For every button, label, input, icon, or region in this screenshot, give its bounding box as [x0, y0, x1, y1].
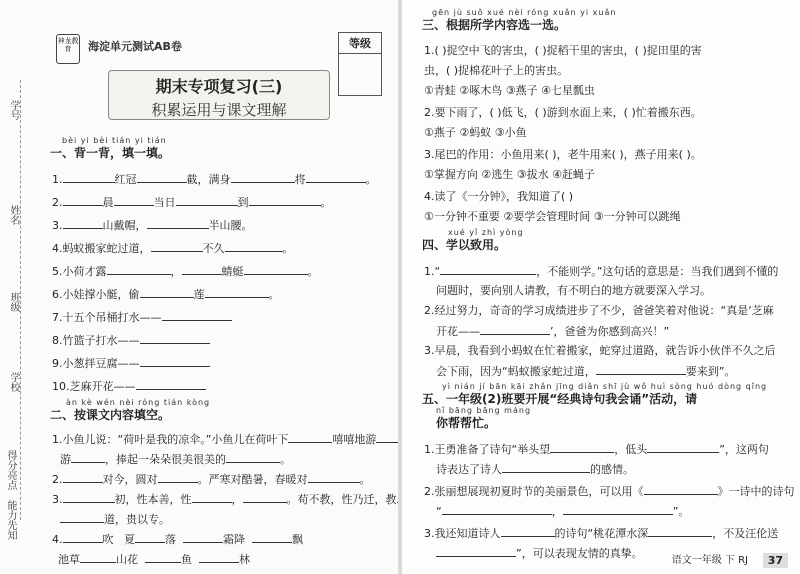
sec5-pinyin-2: nǐ bāng bāng máng — [436, 406, 532, 415]
page-number: 37 — [763, 553, 788, 568]
apply-2-cont: 开花—— ’，爸爸为你感到高兴！” — [436, 325, 670, 338]
choice-1-options: ①青蛙 ②啄木鸟 ③燕子 ④七星瓢虫 — [424, 84, 595, 97]
question-4: 4.蚂蚁搬家蛇过道， 不久 。 — [52, 242, 294, 255]
poem-1: 1.王勇准备了诗句“举头望 ，低头 ”，这两句 — [424, 443, 769, 456]
poem-2: 2.张丽想展现初夏时节的美丽景色，可以用《 》一诗中的诗句 — [424, 485, 795, 498]
sec2-title: 二、按课文内容填空。 — [50, 408, 171, 422]
sec4-title: 四、学以致用。 — [422, 238, 507, 252]
sec2-pinyin: àn kè wén nèi róng tián kòng — [66, 398, 211, 407]
choice-1-cont: 虫，( )捉棉花叶子上的害虫。 — [424, 64, 569, 77]
fill-4: 4. 吹 夏 落 霜降 飘 — [52, 533, 303, 546]
label-name: 姓名 — [8, 205, 19, 225]
sec1-pinyin: bèi yi bèi tián yi tián — [62, 136, 167, 145]
question-1: 1. 红冠 截，满身 将 。 — [52, 173, 377, 186]
question-6: 6.小娃撑小艇，偷 莲 。 — [52, 288, 280, 301]
choice-3: 3.尾巴的作用：小鱼用来( )，老牛用来( )，燕子用来( )。 — [424, 148, 702, 161]
title-banner — [108, 70, 330, 120]
binding-strip — [0, 0, 40, 574]
question-7: 7.十五个吊桶打水—— — [52, 310, 232, 325]
label-student-id: 学号 — [8, 100, 19, 120]
apply-3: 3.早晨，我看到小蚂蚁在忙着搬家，蛇穿过道路，就告诉小伙伴不久之后 — [424, 344, 776, 357]
right-page — [402, 0, 800, 574]
sec4-pinyin: xué yǐ zhì yòng — [448, 228, 524, 237]
sec3-pinyin: gēn jù suǒ xué nèi róng xuǎn yi xuǎn — [432, 8, 617, 17]
choice-3-options: ①掌握方向 ②逃生 ③拔水 ④赶蝇子 — [424, 168, 595, 181]
question-8: 8.竹篮子打水—— — [52, 333, 210, 348]
fill-3-cont: 道，贵以专。 — [60, 512, 170, 527]
apply-3-cont: 会下雨，因为“蚂蚁搬家蛇过道， 要来到”。 — [436, 365, 736, 378]
page-title: 期末专项复习(三) — [155, 77, 283, 96]
sec5-title: 五、一年级(2)班要开展“经典诗句我会诵”活动，请 — [422, 392, 698, 406]
fill-3: 3. 初，性本善，性 ， 。苟不教，性乃迁，教 — [52, 492, 427, 507]
left-page — [0, 0, 398, 574]
sec5-pinyin: yì nián jí bān kāi zhǎn jīng diǎn shī jù wǒ huì sòng huó dòng qǐng — [442, 382, 768, 391]
sec1-title: 一、背一背，填一填。 — [50, 146, 171, 160]
sec3-title: 三、根据所学内容选一选。 — [422, 18, 567, 32]
apply-2: 2.经过努力，奇奇的学习成绩进步了不少，爸爸笑着对他说：“真是‘芝麻 — [424, 304, 774, 317]
poem-2-cont: “ ， ”。 — [436, 505, 690, 518]
header — [48, 28, 388, 120]
choice-4: 4.读了《一分钟》，我知道了( ) — [424, 190, 574, 203]
choice-1: 1.( )捉空中飞的害虫，( )捉稻干里的害虫，( )捉田里的害 — [424, 44, 702, 57]
grade-box — [338, 32, 382, 96]
fill-2: 2. 对今，圆对 。严寒对酷暑，春暖对 。 — [52, 473, 371, 486]
fill-1-cont: 游 ，捧起一朵朵很美很美的 。 — [60, 453, 291, 466]
poem-1-cont: 诗表达了诗人 的感情。 — [436, 463, 634, 476]
apply-1: 1.“ ，不能则学。”这句话的意思是：当我们遇到不懂的 — [424, 265, 779, 278]
poem-3-cont: ”，可以表现友情的真挚。 — [436, 546, 643, 561]
question-3: 3. 山戴帽， 半山腰。 — [52, 219, 253, 232]
apply-1-cont: 问题时，要向别人请教，有不明白的地方就要深入学习。 — [436, 284, 711, 297]
question-5: 5.小荷才露 ， 蜻蜓 。 — [52, 265, 319, 278]
footer-course: 语文一年级 下 RJ — [671, 555, 748, 566]
fill-1: 1.小鱼儿说：“荷叶是我的凉伞。”小鱼儿在荷叶下 嘻嘻地游 — [52, 432, 408, 447]
slogan-1: 得分亮点 — [5, 450, 16, 490]
series-title: 海淀单元测试AB卷 — [88, 40, 182, 53]
choice-2: 2.要下雨了，( )低飞，( )游到水面上来，( )忙着搬东西。 — [424, 106, 702, 119]
slogan-2: 能力先知 — [5, 500, 16, 540]
choice-4-options: ①一分钟不重要 ②要学会管理时间 ③一分钟可以跳绳 — [424, 210, 681, 223]
question-10: 10.芝麻开花—— — [52, 379, 206, 394]
publisher-logo: 神龙教育 — [56, 34, 80, 64]
grade-label: 等级 — [339, 33, 381, 54]
fill-4-cont: 池草 山花 鱼 林 — [58, 553, 250, 566]
choice-2-options: ①燕子 ②蚂蚁 ③小鱼 — [424, 126, 527, 139]
page-subtitle: 积累运用与课文理解 — [151, 101, 287, 119]
poem-3: 3.我还知道诗人 的诗句“桃花潭水深 ，不及汪伦送 — [424, 527, 779, 540]
question-2: 2. 晨 当日 到 。 — [52, 196, 332, 209]
question-9: 9.小葱拌豆腐—— — [52, 356, 210, 371]
label-school: 学校 — [8, 372, 19, 392]
label-class: 班级 — [8, 292, 19, 312]
sec5-title-2: 你帮帮忙。 — [436, 416, 497, 430]
